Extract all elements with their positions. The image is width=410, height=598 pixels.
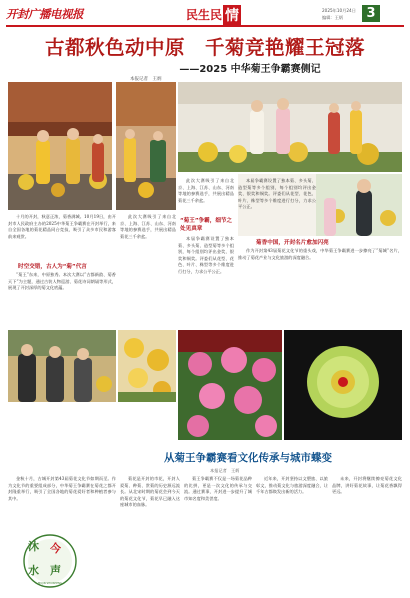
article2-col5-text: 未来，开封将继续擦亮菊花文化品牌，讲好菊花故事，让菊花香飘得更远。 xyxy=(332,476,402,495)
article2-col2 xyxy=(120,476,180,592)
editor-line: 编辑：王炳 xyxy=(322,15,343,20)
article1-col3-top xyxy=(178,178,234,214)
article1-col3-text: 此次大赛吸引了来自北京、上海、江苏、山东、河南等地的参赛选手，共展出精品菊花三千余盆。 xyxy=(178,178,234,203)
article1-para-1-text: “菊王”东来，中原独秀。本次大赛以“古都新韵、菊香天下”为主题，通过古装人物巡游、菊花诗词朗诵等形式，展现了开封深厚的菊文化底蕴。 xyxy=(8,272,116,291)
date-line: 2025年10月24日 xyxy=(322,8,356,13)
logo-char-4: 声 xyxy=(50,564,61,577)
article2-col1 xyxy=(8,476,116,532)
article2-title: 从菊王争霸赛看文化传承与城市蝶变 xyxy=(164,452,332,464)
article2-byline: 本报记者 王炳 xyxy=(210,468,240,473)
article1-intro-text: 十月的开封，秋意正浓，菊香满城。10月19日，由开封市人民政府主办的2025中华菊王争霸赛在开封举行，来自全国各地的菊花精品同台竞技，吸引了众多市民和游客前来观赏。 xyxy=(8,214,116,239)
article1-subheading-3: 菊香中国，开封名片愈加闪亮 xyxy=(256,240,329,246)
photo-green-chrysanthemum xyxy=(284,330,402,440)
headline-subtitle: ——2025 中华菊王争霸赛侧记 xyxy=(179,64,321,75)
logo-char-3: 水 xyxy=(28,564,39,577)
article2-col4 xyxy=(256,476,328,592)
logo-mujin-shuisheng xyxy=(20,532,80,590)
article1-col4-top xyxy=(238,178,316,216)
headline-byline: 本报记者 王炳 xyxy=(130,77,162,82)
photo-costume-parade xyxy=(8,82,112,210)
article2-col1-text: 金秋十月，古城开封第43届菊花文化节如期而至。作为文化节的重要组成部分，中华菊王争霸赛在菊花之都开封隆重举行，吸引了全国各地的菊花爱好者和种植者参与其中。 xyxy=(8,476,116,501)
article2-col3 xyxy=(184,476,252,592)
article1-col2-top xyxy=(120,214,176,324)
section-accent: 情 xyxy=(223,5,241,25)
article1-para-2 xyxy=(178,236,234,324)
article1-para-4-text: 作为开封第43届菊花文化节的重头戏，中华菊王争霸赛进一步擦亮了“菊城”名片，推动了菊花产业与文化旅游的深度融合。 xyxy=(238,248,402,260)
headline: 古都秋色动中原 千菊竞艳耀王冠落 xyxy=(44,36,365,59)
section-title xyxy=(186,4,241,24)
article1-para-2-text: 本届争霸赛设置了独本菊、多头菊、造型菊等多个组别，每个组别均评出金奖、银奖和铜奖。评委们从花型、花色、叶片、株型等多个维度进行打分，力求公平公正。 xyxy=(178,236,234,274)
photo-group-visitors xyxy=(8,330,116,402)
article1-para-4 xyxy=(238,248,402,322)
photo-yellow-chrysanthemums xyxy=(118,330,176,402)
article2-col3-text: 菊王争霸赛不仅是一场菊花品种的比拼，更是一次文化的传承与交流。通过赛事，开封进一步提升了城市知名度和美誉度。 xyxy=(184,476,252,501)
photo-pink-chrysanthemums xyxy=(178,330,282,440)
article1-para-3-text: 此次大赛吸引了来自北京、上海、江苏、山东、河南等地的参赛选手，共展出精品菊花三千余盆。 xyxy=(120,214,176,239)
logo-char-1: 沐 xyxy=(28,540,39,553)
article1-para-1 xyxy=(8,272,116,326)
article1-intro xyxy=(8,214,116,260)
article2-col4-text: 近年来，开封坚持以文塑旅、以旅彰文，推动菊文化与旅游深度融合，让千年古都焕发出新的活力。 xyxy=(256,476,328,495)
section-name: 民生民 xyxy=(186,8,223,22)
article1-subheading-2: “菊王”争霸，细节之处见真章 xyxy=(180,218,233,232)
article2-col2-text: 菊花是开封的市花，开封人爱菊、种菊、赏菊的历史源远流长。从北宋时期的菊花会到今天的菊花文化节，菊花早已融入这座城市的血脉。 xyxy=(120,476,180,508)
masthead-rule xyxy=(6,25,404,27)
masthead xyxy=(0,0,410,28)
photo-judging xyxy=(116,82,176,210)
article1-col4-text: 本届争霸赛设置了独本菊、多头菊、造型菊等多个组别，每个组别均评出金奖、银奖和铜奖。评委们从花型、花色、叶片、株型等多个维度进行打分，力求公平公正。 xyxy=(238,178,316,210)
page-number: 3 xyxy=(362,5,380,22)
paper-name: 开封广播电视报 xyxy=(6,7,83,21)
article1-subheading-1: 时空交错，古人为“菊”代言 xyxy=(18,264,87,270)
photo-chrysanthemum-show xyxy=(178,82,402,172)
logo-subtitle: MUJIN SHUISHENG xyxy=(38,582,62,585)
article2-col5 xyxy=(332,476,402,592)
logo-char-2: 今 xyxy=(50,542,61,555)
